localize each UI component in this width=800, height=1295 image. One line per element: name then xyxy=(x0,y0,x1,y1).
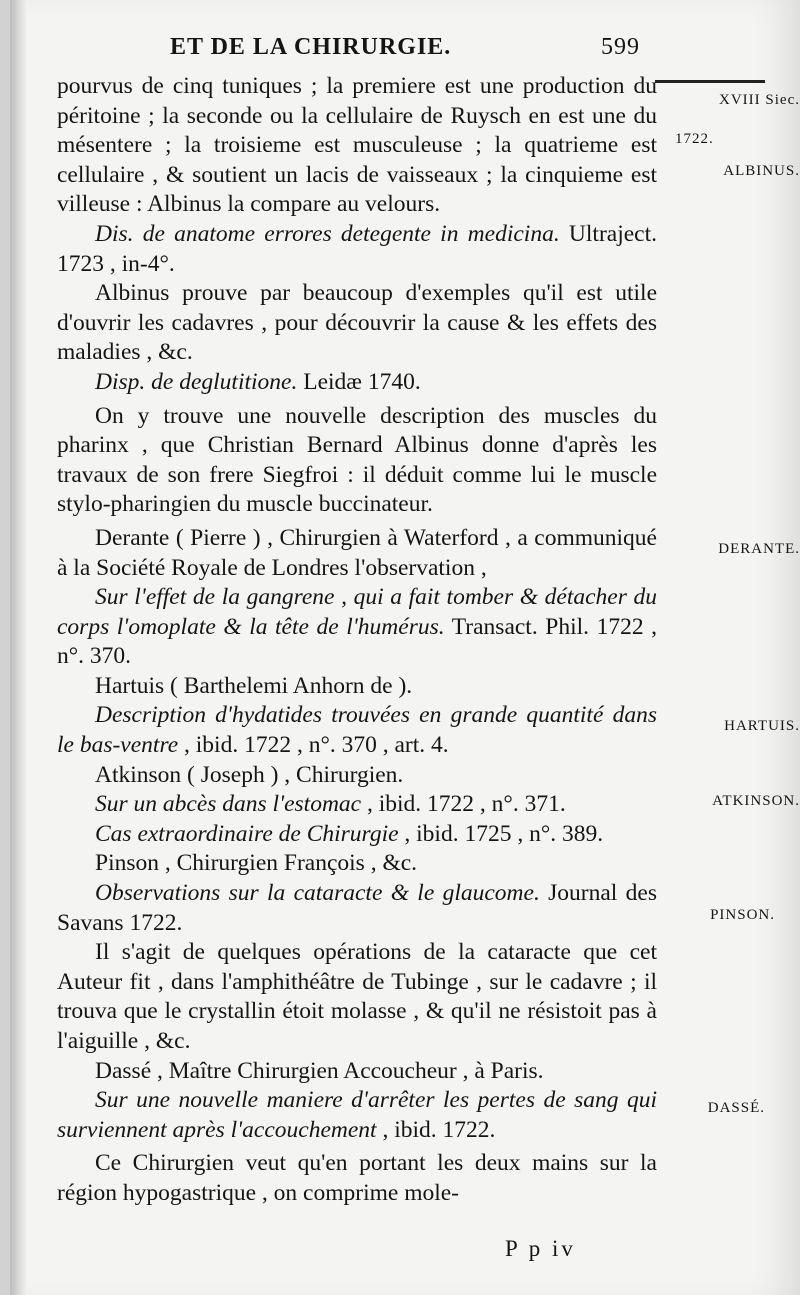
margin-note-century: XVIII Siec. xyxy=(719,92,800,108)
entry-title-hydatides-imprint: , ibid. 1722 , n°. 370 , art. 4. xyxy=(178,732,449,759)
margin-rule xyxy=(655,80,765,83)
paragraph-derante: Derante ( Pierre ) , Chirurgien à Waterford , a communiqué à la Société Royale de Londres l'observation , xyxy=(57,524,657,581)
page-spine-shadow xyxy=(10,0,26,1295)
paragraph-albinus-cadavres: Albinus prouve par beaucoup d'exemples qu'il est utile d'ouvrir les cadavres , pour découvrir la cause & les effets des maladies , &c. xyxy=(57,280,657,366)
running-title: ET DE LA CHIRURGIE. xyxy=(170,34,452,60)
paragraph-pinson: Pinson , Chirurgien François , &c. xyxy=(95,850,418,877)
book-page xyxy=(10,0,800,1295)
entry-title-cataracte-imprint: Journal des Savans 1722. xyxy=(57,880,657,936)
entry-title-gangrene-imprint: Transact. Phil. 1722 , n°. 370. xyxy=(57,613,658,670)
running-header xyxy=(170,34,640,61)
entry-title-deglutitione-italic: Disp. de deglutitione. xyxy=(95,368,298,395)
paragraph-tubinge: Il s'agit de quelques opérations de la cataracte que cet Auteur fit , dans l'amphithéâtre de Tubinge , sur le cadavre ; il trouva que le crystallin étoit molasse , & qu'il ne résistoit pas à l'aiguille , &c. xyxy=(57,939,657,1054)
signature-mark: P p iv xyxy=(505,1236,576,1261)
entry-title-cataracte xyxy=(57,879,657,938)
margin-note-hartuis: HARTUIS. xyxy=(724,718,800,734)
entry-title-hydatides-italic: Description d'hydatides trouvées en grande quantité dans le bas-ventre xyxy=(57,702,657,759)
margin-note-atkinson: ATKINSON. xyxy=(712,793,800,809)
entry-title-deglutitione-imprint: Leidæ 1740. xyxy=(297,368,421,395)
entry-title-deglutitione xyxy=(57,368,657,398)
entry-title-abces-italic: Sur un abcès dans l'estomac xyxy=(95,791,362,818)
entry-title-abces xyxy=(57,790,657,820)
paragraph-hartuis: Hartuis ( Barthelemi Anhorn de ). xyxy=(95,672,413,699)
entry-title-cas-italic: Cas extraordinaire de Chirurgie xyxy=(95,820,399,847)
margin-note-albinus: ALBINUS. xyxy=(723,163,800,179)
paragraph-tuniques: pourvus de cinq tuniques ; la premiere est une production du péritoine ; la seconde ou la cellulaire de Ruysch en est une du mésentere ; la troisieme est musculeuse ; la quatrieme est cellulaire , & soutient un lacis de vaisseaux ; la cinquieme est villeuse : Albinus la compare au velours. xyxy=(57,73,657,218)
entry-title-pertes-imprint: , ibid. 1722. xyxy=(376,1116,496,1143)
entry-title-gangrene xyxy=(57,583,657,672)
entry-title-pertes-de-sang xyxy=(57,1086,657,1145)
entry-title-cas-imprint: , ibid. 1725 , n°. 389. xyxy=(398,820,604,847)
margin-note-derante: DERANTE. xyxy=(718,541,800,557)
margin-note-dasse: DASSÉ. xyxy=(707,1100,765,1116)
entry-title-anatome xyxy=(57,220,657,279)
body-text xyxy=(57,72,657,1209)
page-number: 599 xyxy=(601,34,640,60)
entry-title-anatome-imprint: Ultraject. 1723 , in-4°. xyxy=(57,220,657,277)
paragraph-dasse: Dassé , Maître Chirurgien Accoucheur , à Paris. xyxy=(95,1057,544,1084)
margin-note-pinson: PINSON. xyxy=(710,907,775,923)
paragraph-atkinson: Atkinson ( Joseph ) , Chirurgien. xyxy=(95,761,404,788)
entry-title-anatome-italic: Dis. de anatome errores detegente in medicina. xyxy=(95,220,560,247)
entry-title-hydatides xyxy=(57,701,657,760)
paragraph-pharinx: On y trouve une nouvelle description des muscles du pharinx , que Christian Bernard Albinus donne d'après les travaux de son frere Siegfroi : il déduit comme lui le muscle stylo-pharingien du muscle buccinateur. xyxy=(57,402,657,518)
entry-title-pertes-italic: Sur une nouvelle maniere d'arrêter les pertes de sang qui surviennent après l'accouchement xyxy=(57,1087,657,1143)
paragraph-chirurgien-mains: Ce Chirurgien veut qu'en portant les deux mains sur la région hypogastrique , on comprime mole- xyxy=(57,1150,657,1206)
entry-title-abces-imprint: , ibid. 1722 , n°. 371. xyxy=(361,791,566,818)
margin-note-year: 1722. xyxy=(675,131,714,147)
entry-title-cas-extraordinaire xyxy=(57,820,657,850)
entry-title-cataracte-italic: Observations sur la cataracte & le glaucome. xyxy=(95,880,540,907)
entry-title-gangrene-italic: Sur l'effet de la gangrene , qui a fait tomber & détacher du corps l'omoplate & la tête de l'humérus. xyxy=(57,584,657,640)
